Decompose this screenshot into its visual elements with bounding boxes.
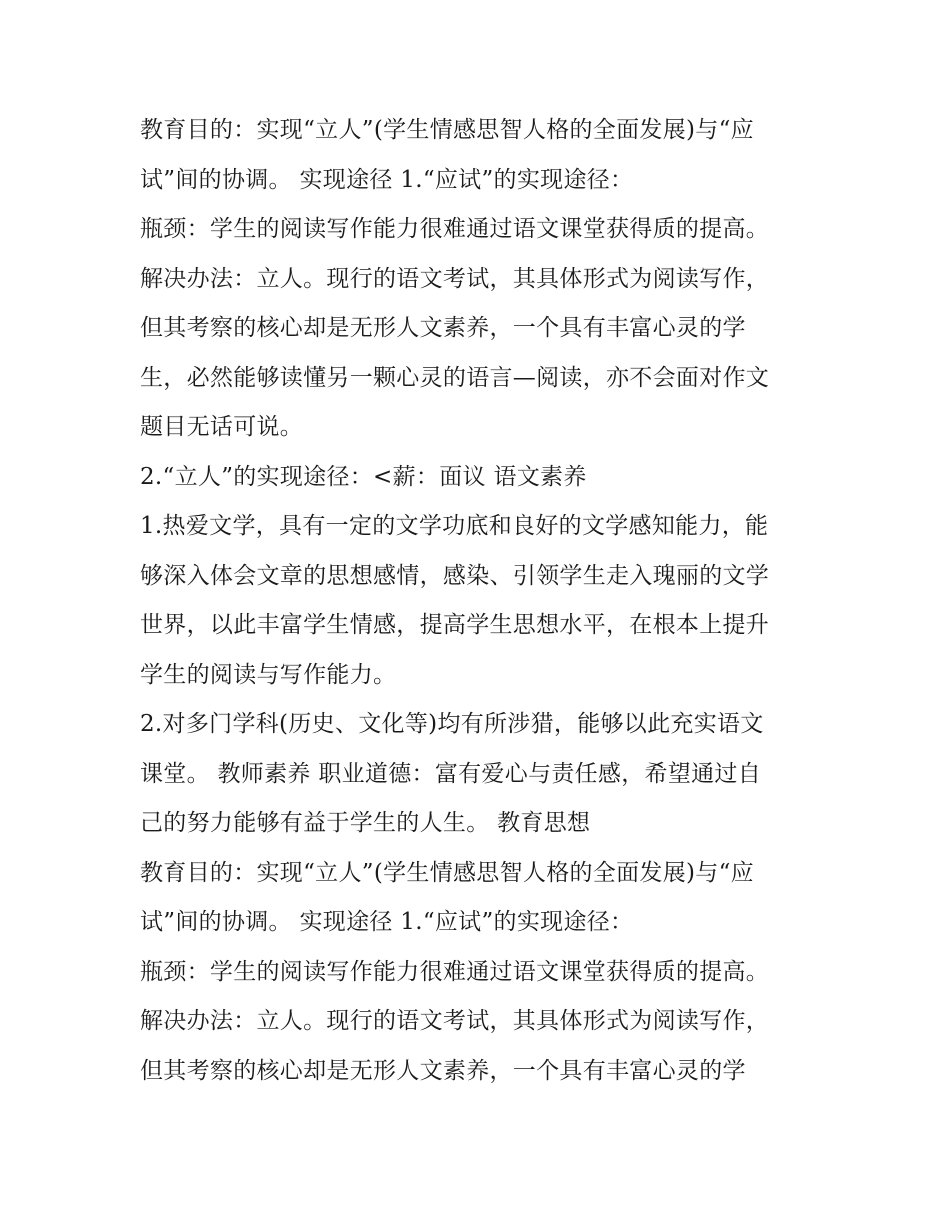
paragraph-bottleneck: 瓶颈：学生的阅读写作能力很难通过语文课堂获得质的提高。 <box>140 216 770 242</box>
paragraph-solution-repeat: 解决办法：立人。现行的语文考试，其具体形式为阅读写作， 但其考察的核心却是无形人文素养，一个具有丰富心灵的学 <box>140 1008 770 1084</box>
document-body <box>140 106 830 1096</box>
paragraph-education-goal-repeat: 教育目的：实现“立人”(学生情感思智人格的全面发展)与“应 试”间的协调。 实现途径 1.“应试”的实现途径： <box>140 859 754 935</box>
paragraph-liren-path: 2.“立人”的实现途径：<薪：面议 语文素养 <box>140 463 587 490</box>
paragraph-multidiscipline: 2.对多门学科(历史、文化等)均有所涉猎，能够以此充实语文 课堂。 教师素养 职业道德：富有爱心与责任感，希望通过自 己的努力能够有益于学生的人生。 教育思想 <box>140 711 764 836</box>
paragraph-bottleneck-repeat: 瓶颈：学生的阅读写作能力很难通过语文课堂获得质的提高。 <box>140 958 770 985</box>
paragraph-literature-love: 1.热爱文学，具有一定的文学功底和良好的文学感知能力，能 够深入体会文章的思想感情，感染、引领学生走入瑰丽的文学 世界，以此丰富学生情感，提高学生思想水平，在根本上提升 学生的阅读与写作能力。 <box>140 513 770 688</box>
paragraph-education-goal: 教育目的：实现“立人”(学生情感思智人格的全面发展)与“应 试”间的协调。 实现途径 1.“应试”的实现途径： <box>140 117 754 193</box>
paragraph-solution: 解决办法：立人。现行的语文考试，其具体形式为阅读写作， 但其考察的核心却是无形人文素养，一个具有丰富心灵的学 生，必然能够读懂另一颗心灵的语言—阅读，亦不会面对作文 题目无话可说。 <box>140 265 770 440</box>
